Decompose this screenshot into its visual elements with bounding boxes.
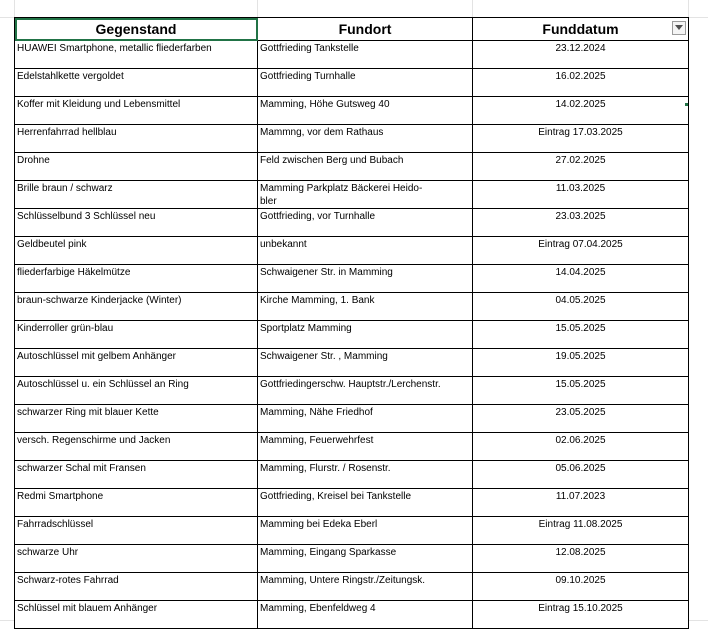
cell-gegenstand[interactable]	[15, 237, 258, 265]
table-row	[15, 545, 689, 573]
cell-funddatum-text: 15.05.2025	[555, 323, 606, 334]
cell-gegenstand[interactable]	[15, 349, 258, 377]
cell-gegenstand[interactable]	[15, 293, 258, 321]
cell-funddatum[interactable]	[473, 573, 689, 601]
cell-gegenstand[interactable]	[15, 265, 258, 293]
table-row	[15, 41, 689, 69]
cell-gegenstand[interactable]	[15, 125, 258, 153]
cell-funddatum[interactable]	[473, 293, 689, 321]
table-row	[15, 573, 689, 601]
cell-gegenstand[interactable]	[15, 69, 258, 97]
table-row	[15, 321, 689, 349]
cell-gegenstand[interactable]	[15, 41, 258, 69]
cell-gegenstand[interactable]	[15, 153, 258, 181]
cell-fundort[interactable]	[258, 489, 473, 517]
cell-gegenstand-text: Drohne	[17, 155, 50, 166]
cell-gegenstand-text: Schwarz-rotes Fahrrad	[17, 575, 119, 586]
cell-funddatum-text: 14.04.2025	[555, 267, 606, 278]
lost-and-found-table	[14, 17, 689, 629]
cell-fundort-text: Gottfrieding Turnhalle	[260, 71, 356, 82]
cell-funddatum-text: 02.06.2025	[555, 435, 606, 446]
cell-fundort-text: Schwaigener Str. , Mamming	[260, 351, 388, 362]
cell-fundort[interactable]	[258, 265, 473, 293]
cell-gegenstand[interactable]	[15, 545, 258, 573]
cell-funddatum[interactable]	[473, 405, 689, 433]
cell-fundort-text: Mamming, Nähe Friedhof	[260, 407, 373, 418]
table-row	[15, 489, 689, 517]
cell-gegenstand[interactable]	[15, 601, 258, 629]
cell-gegenstand[interactable]	[15, 97, 258, 125]
cell-gegenstand[interactable]	[15, 321, 258, 349]
cell-funddatum[interactable]	[473, 489, 689, 517]
cell-gegenstand-text: Edelstahlkette vergoldet	[17, 71, 124, 82]
table-row	[15, 433, 689, 461]
cell-funddatum[interactable]	[473, 125, 689, 153]
cell-fundort[interactable]	[258, 293, 473, 321]
cell-gegenstand-text: Koffer mit Kleidung und Lebensmittel	[17, 99, 181, 110]
table-row	[15, 377, 689, 405]
cell-fundort[interactable]	[258, 237, 473, 265]
cell-funddatum-text: 23.03.2025	[555, 211, 606, 222]
cell-funddatum-text: 12.08.2025	[555, 547, 606, 558]
cell-gegenstand-text: Schlüsselbund 3 Schlüssel neu	[17, 211, 156, 222]
cell-gegenstand[interactable]	[15, 209, 258, 237]
table-row	[15, 181, 689, 209]
cell-funddatum-text: Eintrag 15.10.2025	[538, 603, 623, 614]
cell-gegenstand[interactable]	[15, 461, 258, 489]
cell-fundort[interactable]	[258, 153, 473, 181]
cell-funddatum[interactable]	[473, 545, 689, 573]
table-row	[15, 293, 689, 321]
cell-fundort-text: Mamming Parkplatz Bäckerei Heido-​bler	[260, 183, 423, 207]
header-row	[15, 18, 689, 41]
cell-fundort-text: Mamming, Höhe Gutsweg 40	[260, 99, 390, 110]
cell-fundort-text: Mammng, vor dem Rathaus	[260, 127, 384, 138]
cell-funddatum[interactable]	[473, 349, 689, 377]
cell-fundort-text: Mamming bei Edeka Eberl	[260, 519, 378, 530]
table-row	[15, 517, 689, 545]
table-row	[15, 125, 689, 153]
header-cell-funddatum[interactable]	[473, 18, 689, 41]
cell-fundort-text: Gottfrieding, vor Turnhalle	[260, 211, 376, 222]
dropdown-arrow-icon	[675, 25, 683, 31]
cell-fundort-text: Mamming, Untere Ringstr./Zeitungsk.	[260, 575, 426, 586]
cell-funddatum-text: 23.12.2024	[555, 43, 606, 54]
cell-gegenstand-text: Geldbeutel pink	[17, 239, 87, 250]
fill-handle[interactable]	[685, 103, 688, 106]
cell-gegenstand-text: Brille braun / schwarz	[17, 183, 113, 194]
cell-fundort-text: Gottfrieding Tankstelle	[260, 43, 359, 54]
cell-fundort[interactable]	[258, 97, 473, 125]
header-cell-fundort[interactable]	[258, 18, 473, 41]
cell-fundort[interactable]	[258, 461, 473, 489]
cell-funddatum[interactable]	[473, 97, 689, 125]
cell-fundort[interactable]	[258, 545, 473, 573]
cell-funddatum-text: 09.10.2025	[555, 575, 606, 586]
cell-gegenstand-text: Fahrradschlüssel	[17, 519, 94, 530]
cell-gegenstand-text: Herrenfahrrad hellblau	[17, 127, 117, 138]
cell-gegenstand-text: Autoschlüssel u. ein Schlüssel an Ring	[17, 379, 189, 390]
cell-fundort[interactable]	[258, 349, 473, 377]
cell-fundort[interactable]	[258, 405, 473, 433]
cell-fundort[interactable]	[258, 601, 473, 629]
cell-fundort-text: Mamming, Ebenfeldweg 4	[260, 603, 376, 614]
cell-gegenstand-text: HUAWEI Smartphone, metallic fliederfarben	[17, 43, 212, 54]
cell-fundort-text: Schwaigener Str. in Mamming	[260, 267, 393, 278]
cell-fundort-text: Mamming, Eingang Sparkasse	[260, 547, 397, 558]
cell-funddatum-text: Eintrag 11.08.2025	[538, 519, 623, 530]
table-row	[15, 461, 689, 489]
cell-gegenstand[interactable]	[15, 489, 258, 517]
cell-gegenstand[interactable]	[15, 433, 258, 461]
cell-gegenstand-text: Schlüssel mit blauem Anhänger	[17, 603, 158, 614]
cell-funddatum[interactable]	[473, 265, 689, 293]
cell-gegenstand-text: Kinderroller grün-blau	[17, 323, 114, 334]
table-row	[15, 237, 689, 265]
cell-fundort[interactable]	[258, 41, 473, 69]
cell-fundort[interactable]	[258, 433, 473, 461]
cell-gegenstand[interactable]	[15, 181, 258, 209]
cell-fundort-text: Mamming, Flurstr. / Rosenstr.	[260, 463, 391, 474]
cell-gegenstand[interactable]	[15, 517, 258, 545]
cell-fundort-text: Feld zwischen Berg und Bubach	[260, 155, 404, 166]
table-row	[15, 153, 689, 181]
header-label: Funddatum	[542, 21, 619, 37]
cell-fundort-text: Kirche Mamming, 1. Bank	[260, 295, 375, 306]
cell-funddatum[interactable]	[473, 461, 689, 489]
table-row	[15, 601, 689, 629]
cell-fundort-text: Sportplatz Mamming	[260, 323, 352, 334]
cell-funddatum-text: 11.03.2025	[555, 183, 606, 194]
cell-fundort[interactable]	[258, 573, 473, 601]
header-label: Gegenstand	[95, 21, 177, 37]
cell-funddatum[interactable]	[473, 41, 689, 69]
cell-funddatum-text: 14.02.2025	[555, 99, 606, 110]
cell-fundort-text: Gottfrieding, Kreisel bei Tankstelle	[260, 491, 412, 502]
table-row	[15, 209, 689, 237]
cell-funddatum-text: Eintrag 07.04.2025	[538, 239, 623, 250]
table-row	[15, 405, 689, 433]
cell-fundort[interactable]	[258, 321, 473, 349]
cell-funddatum[interactable]	[473, 181, 689, 209]
table-row	[15, 265, 689, 293]
header-label: Fundort	[338, 21, 392, 37]
cell-gegenstand-text: schwarze Uhr	[17, 547, 79, 558]
cell-funddatum-text: 16.02.2025	[555, 71, 606, 82]
cell-funddatum[interactable]	[473, 433, 689, 461]
cell-gegenstand-text: schwarzer Ring mit blauer Kette	[17, 407, 159, 418]
cell-funddatum[interactable]	[473, 377, 689, 405]
cell-fundort[interactable]	[258, 209, 473, 237]
cell-funddatum-text: 19.05.2025	[555, 351, 606, 362]
cell-fundort-text: Gottfriedingerschw. Hauptstr./Lerchenstr.	[260, 379, 441, 390]
cell-funddatum-text: 11.07.2023	[555, 491, 606, 502]
table-row	[15, 69, 689, 97]
cell-fundort[interactable]	[258, 181, 473, 209]
cell-funddatum[interactable]	[473, 237, 689, 265]
cell-funddatum-text: Eintrag 17.03.2025	[538, 127, 623, 138]
header-cell-gegenstand[interactable]	[15, 18, 258, 41]
cell-fundort-text: unbekannt	[260, 239, 307, 250]
filter-dropdown-button[interactable]	[672, 21, 686, 35]
table-row	[15, 349, 689, 377]
cell-funddatum-text: 15.05.2025	[555, 379, 606, 390]
cell-gegenstand[interactable]	[15, 405, 258, 433]
cell-funddatum-text: 04.05.2025	[555, 295, 606, 306]
cell-funddatum[interactable]	[473, 321, 689, 349]
cell-funddatum[interactable]	[473, 517, 689, 545]
cell-fundort[interactable]	[258, 517, 473, 545]
cell-gegenstand-text: fliederfarbige Häkelmütze	[17, 267, 131, 278]
cell-gegenstand[interactable]	[15, 377, 258, 405]
cell-funddatum[interactable]	[473, 209, 689, 237]
cell-fundort[interactable]	[258, 69, 473, 97]
cell-fundort[interactable]	[258, 125, 473, 153]
cell-fundort[interactable]	[258, 377, 473, 405]
cell-gegenstand-text: versch. Regenschirme und Jacken	[17, 435, 171, 446]
cell-funddatum[interactable]	[473, 153, 689, 181]
cell-funddatum-text: 27.02.2025	[555, 155, 606, 166]
cell-funddatum[interactable]	[473, 69, 689, 97]
cell-funddatum-text: 23.05.2025	[555, 407, 606, 418]
cell-gegenstand[interactable]	[15, 573, 258, 601]
cell-funddatum[interactable]	[473, 601, 689, 629]
cell-gegenstand-text: schwarzer Schal mit Fransen	[17, 463, 146, 474]
cell-gegenstand-text: Redmi Smartphone	[17, 491, 104, 502]
table-row	[15, 97, 689, 125]
cell-fundort-text: Mamming, Feuerwehrfest	[260, 435, 374, 446]
cell-gegenstand-text: braun-schwarze Kinderjacke (Winter)	[17, 295, 182, 306]
cell-funddatum-text: 05.06.2025	[555, 463, 606, 474]
cell-gegenstand-text: Autoschlüssel mit gelbem Anhänger	[17, 351, 176, 362]
